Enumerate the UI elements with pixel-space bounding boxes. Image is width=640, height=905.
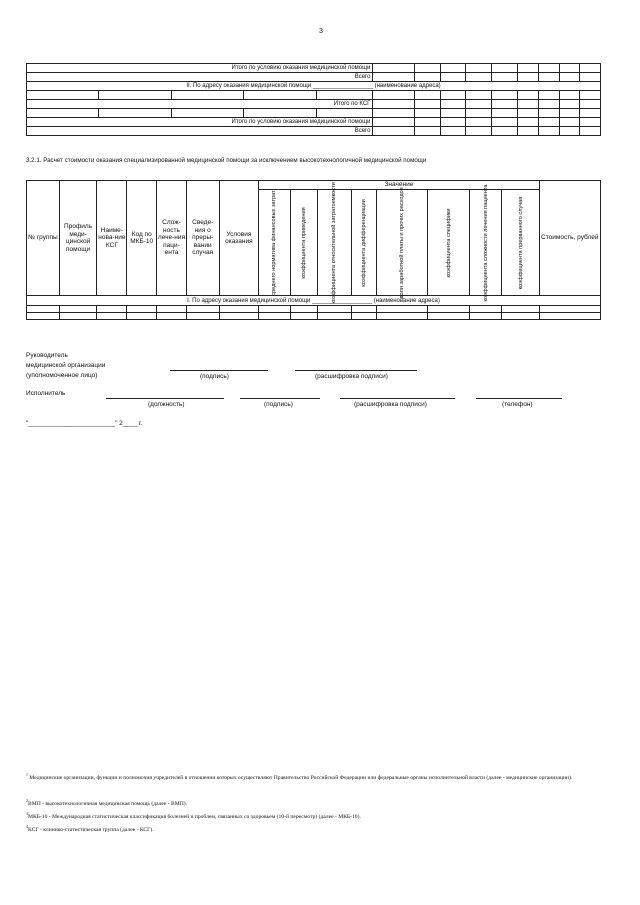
- executor-label: Исполнитель: [26, 390, 66, 397]
- sub-col-header: доли заработной платы и прочих расходов: [399, 186, 406, 299]
- signature-caption: (подпись): [200, 373, 229, 380]
- table-row: [27, 73, 601, 82]
- signature-line: [240, 398, 320, 399]
- section-heading: 3.2.1. Расчет стоимости оказания специализированной медицинской помощи за исключением высокотехнологичной медицинской помощи: [26, 157, 427, 164]
- table-row: [27, 100, 601, 109]
- transcript-line: [340, 398, 455, 399]
- head-label-3: (уполномоченное лицо): [26, 372, 98, 379]
- col-profile-header: Профиль меди-цинской помощи: [59, 181, 97, 296]
- date-line: "________________________" 2____ г.: [26, 420, 143, 427]
- transcript-line: [295, 370, 417, 371]
- sub-col-header: коэффициента сложности лечения пациента: [482, 184, 489, 301]
- total-all-label: Всего: [27, 127, 373, 136]
- footnote: $^2$ВМП - высокотехнологичная медицинская помощь (далее - ВМП).: [26, 798, 188, 807]
- footnote: $^4$КСГ - клинико-статистическая группа (далее - КСГ).: [26, 824, 154, 833]
- signature-line: [170, 370, 268, 371]
- phone-caption: (телефон): [502, 401, 533, 408]
- footnote: $^3$МКБ-10 - Международная статистическая классификация болезней и проблем, связанных со здоровьем (10-й пересмотр) (далее - МКБ-10).: [26, 811, 361, 820]
- col-complexity-header: Слож-ность лече-ния паци-ента: [157, 181, 187, 296]
- sub-col-header: коэффициента дифференциации: [361, 198, 368, 287]
- continuation-table: [26, 63, 601, 136]
- col-group-header: № группы: [27, 181, 60, 296]
- col-mkb-header: Код по МКБ-10: [127, 181, 157, 296]
- col-value-header: Значение: [259, 181, 539, 190]
- phone-line: [476, 398, 562, 399]
- transcript-caption: (расшифровка подписи): [315, 373, 388, 380]
- sub-col-header: среднего норматива финансовых затрат: [271, 189, 278, 296]
- sub-col-header: коэффициента прерванного случая: [517, 196, 524, 289]
- table-row: [27, 313, 601, 320]
- table-row: [27, 91, 601, 100]
- table-row: [27, 64, 601, 73]
- sub-col-header: коэффициента приведения: [300, 206, 307, 279]
- col-ksg-name-header: Наиме-нова-ние КСГ: [97, 181, 127, 296]
- total-condition-label: Итого по условию оказания медицинской помощи: [27, 64, 373, 73]
- position-line: [106, 398, 224, 399]
- total-all-label: Всего: [27, 73, 373, 82]
- col-cost-header: Стоимость, рублей: [539, 181, 600, 296]
- table-row: [27, 306, 601, 313]
- table-row: [27, 296, 601, 306]
- address-row-label: II. По адресу оказания медицинской помощи __________________ (наименование адреса): [27, 82, 601, 91]
- address-row-label: I. По адресу оказания медицинской помощи __________________ (наименование адреса): [27, 296, 601, 306]
- signature-caption: (подпись): [264, 401, 293, 408]
- head-label-2: медицинской организации: [26, 362, 106, 369]
- table-row: [27, 82, 601, 91]
- page-number: 3: [319, 28, 323, 35]
- position-caption: (должность): [148, 401, 185, 408]
- transcript-caption: (расшифровка подписи): [354, 401, 427, 408]
- table-row: [27, 109, 601, 118]
- total-condition-label: Итого по условию оказания медицинской помощи: [27, 118, 373, 127]
- footnote: $^1$ Медицинские организации, функции и полномочия учредителей в отношении которых осуществляют Правительство Российской Федерации или федеральные органы исполнительной власти (далее - медицинские организации).: [26, 772, 573, 781]
- table-row: [27, 127, 601, 136]
- cost-table: [26, 180, 601, 320]
- sub-col-header: коэффициента относительной затратоемкости: [331, 181, 338, 304]
- total-ksg-label: Итого по КСГ: [27, 100, 373, 109]
- head-label-1: Руководитель: [26, 352, 68, 359]
- sub-col-header: коэффициента специфики: [445, 207, 452, 278]
- col-interrupt-header: Сведе-ния о преры-вании случая: [186, 181, 219, 296]
- table-row: [27, 118, 601, 127]
- col-conditions-header: Условия оказания: [219, 181, 259, 296]
